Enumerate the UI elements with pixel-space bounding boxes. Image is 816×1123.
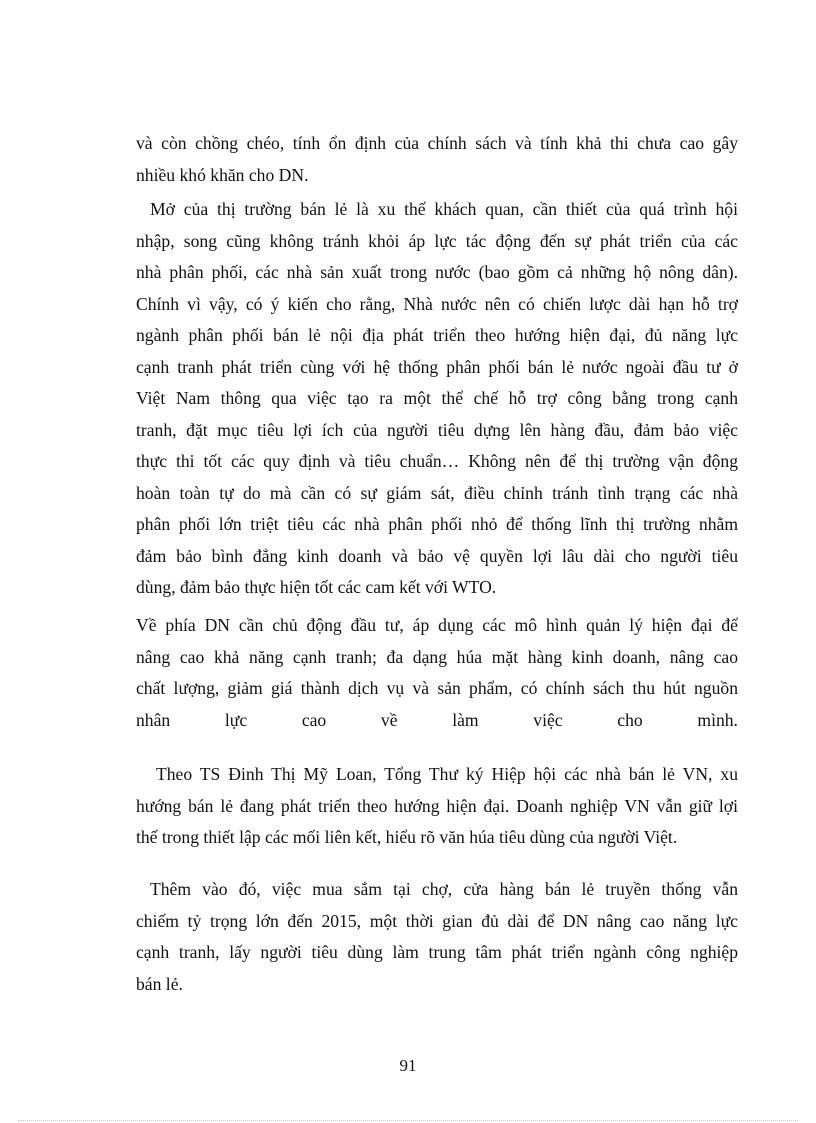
word: việc	[533, 709, 563, 730]
word: cho	[617, 709, 643, 730]
text-line: thế trong thiết lập các mối liên kết, hiểu rõ văn húa tiêu dùng của người Việt.	[136, 827, 678, 847]
text-line: cạnh tranh phát triển cùng với hệ thống phân phối bán lẻ nước ngoài đầu tư ở	[136, 356, 738, 377]
text-line: hoàn toàn tự do mà cần có sự giám sát, điều chỉnh tránh tình trạng các nhà	[136, 482, 738, 503]
text-line: nâng cao khả năng cạnh tranh; đa dạng húa mặt hàng kinh doanh, nâng cao	[136, 646, 738, 667]
paragraph-1	[136, 128, 738, 191]
paragraph-4	[136, 759, 738, 854]
paragraph-3	[136, 610, 738, 736]
text-line: thực thi tốt các quy định và tiêu chuẩn… Không nên để thị trường vận động	[136, 451, 738, 471]
text-line: chiếm tỷ trọng lớn đến 2015, một thời gian đủ dài để DN nâng cao năng lực	[136, 910, 738, 931]
text-line: Theo TS Đinh Thị Mỹ Loan, Tổng Thư ký Hiệp hội các nhà bán lẻ VN, xu	[156, 764, 738, 784]
text-line: và còn chồng chéo, tính ổn định của chính sách và tính khả thi chưa cao gây	[136, 133, 738, 153]
text-line: Mở của thị trường bán lẻ là xu thế khách quan, cần thiết của quá trình hội	[150, 199, 738, 219]
text-line: tranh, đặt mục tiêu lợi ích của người tiêu dựng lên hàng đầu, đảm bảo việc	[136, 419, 738, 440]
text-line: nhập, song cũng không tránh khỏi áp lực tác động đến sự phát triển của các	[136, 230, 738, 251]
word: làm	[452, 709, 479, 730]
text-line: nhà phân phối, các nhà sản xuất trong nước (bao gồm cả những hộ nông dân).	[136, 262, 738, 282]
text-line: đảm bảo bình đẳng kinh doanh và bảo vệ quyền lợi lâu dài cho người tiêu	[136, 545, 738, 566]
text-line: Chính vì vậy, có ý kiến cho rằng, Nhà nước nên có chiến lược dài hạn hỗ trợ	[136, 293, 738, 314]
word: mình.	[697, 709, 738, 730]
page-number: 91	[399, 1056, 417, 1075]
text-line: bán lẻ.	[136, 973, 183, 994]
spread-line	[136, 705, 738, 737]
paragraph-2	[136, 194, 738, 604]
text-line: nhiều khó khăn cho DN.	[136, 164, 309, 185]
text-line: dùng, đảm bảo thực hiện tốt các cam kết với WTO.	[136, 577, 497, 597]
text-line: cạnh tranh, lấy người tiêu dùng làm trung tâm phát triển ngành công nghiệp	[136, 942, 738, 962]
text-line: Việt Nam thông qua việc tạo ra một thể chế hỗ trợ công bằng trong cạnh	[136, 388, 738, 408]
page-bottom-rule	[18, 1120, 798, 1121]
paragraph-5	[136, 874, 738, 1000]
word: về	[380, 709, 398, 730]
text-line: Thêm vào đó, việc mua sắm tại chợ, cửa hàng bán lẻ truyền thống vẫn	[150, 879, 738, 899]
text-line: phân phối lớn triệt tiêu các nhà phân phối nhỏ để thống lĩnh thị trường nhằm	[136, 514, 738, 534]
word: lực	[224, 709, 248, 730]
text-line: hướng bán lẻ đang phát triển theo hướng hiện đại. Doanh nghiệp VN vẫn giữ lợi	[136, 795, 738, 816]
text-line: ngành phân phối bán lẻ nội địa phát triển theo hướng hiện đại, đủ năng lực	[136, 325, 738, 345]
text-line: chất lượng, giảm giá thành dịch vụ và sản phẩm, có chính sách thu hút nguồn	[136, 678, 738, 698]
word: nhân	[136, 709, 171, 730]
word: cao	[301, 709, 327, 730]
text-line: Về phía DN cần chủ động đầu tư, áp dụng các mô hình quản lý hiện đại để	[136, 615, 738, 635]
